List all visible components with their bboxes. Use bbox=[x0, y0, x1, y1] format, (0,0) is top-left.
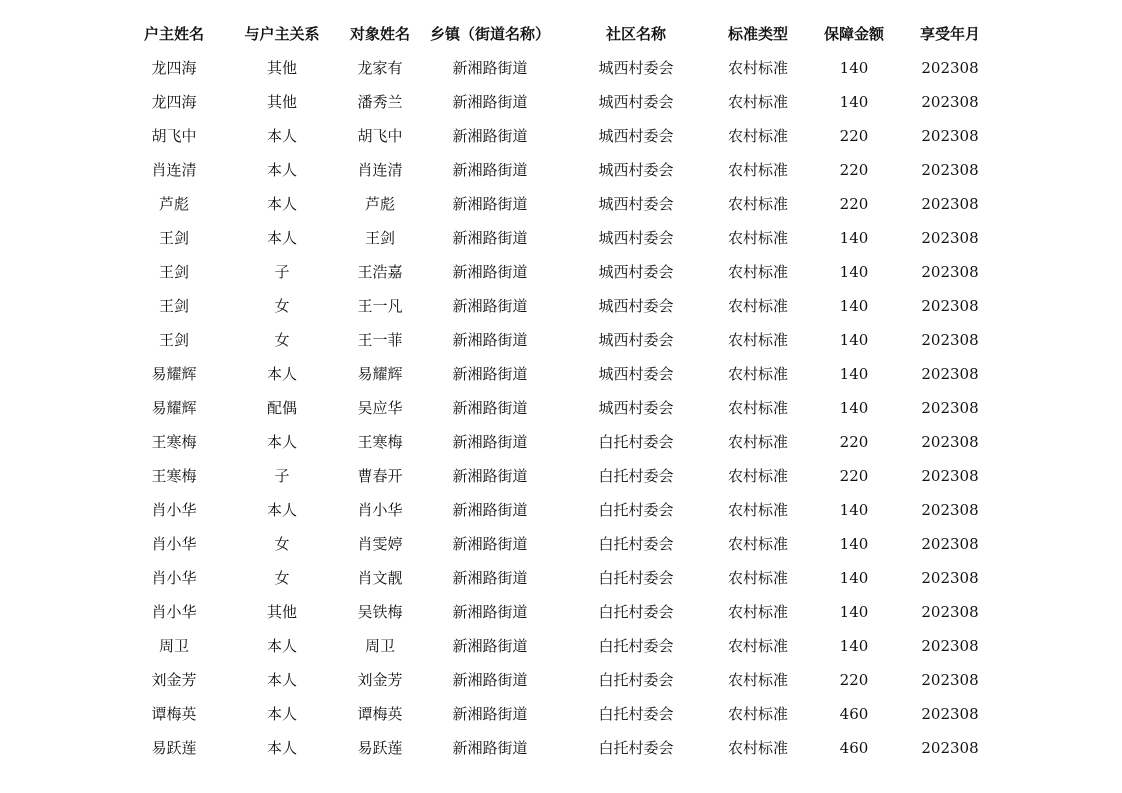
cell-standard-type: 农村标准 bbox=[727, 229, 788, 247]
cell-month: 202308 bbox=[921, 59, 979, 77]
cell-recipient-name: 王一菲 bbox=[357, 331, 403, 349]
cell-household-head: 肖小华 bbox=[151, 501, 197, 519]
cell-standard-type: 农村标准 bbox=[727, 535, 788, 553]
cell-recipient-name: 肖小华 bbox=[357, 501, 403, 519]
cell-township: 新湘路街道 bbox=[452, 569, 528, 587]
table-row bbox=[0, 629, 1122, 663]
cell-township: 新湘路街道 bbox=[452, 705, 528, 723]
cell-township: 新湘路街道 bbox=[452, 297, 528, 315]
cell-amount: 220 bbox=[839, 127, 869, 145]
cell-amount: 140 bbox=[839, 399, 869, 417]
table-row bbox=[0, 663, 1122, 697]
table-row bbox=[0, 391, 1122, 425]
cell-relationship: 女 bbox=[274, 535, 290, 553]
cell-amount: 140 bbox=[839, 229, 869, 247]
cell-amount: 220 bbox=[839, 195, 869, 213]
cell-township: 新湘路街道 bbox=[452, 195, 528, 213]
table-header bbox=[0, 17, 1122, 51]
header-amount: 保障金额 bbox=[823, 25, 884, 43]
cell-household-head: 王剑 bbox=[158, 297, 189, 315]
cell-standard-type: 农村标准 bbox=[727, 263, 788, 281]
cell-month: 202308 bbox=[921, 365, 979, 383]
cell-recipient-name: 刘金芳 bbox=[357, 671, 403, 689]
cell-township: 新湘路街道 bbox=[452, 433, 528, 451]
table-row bbox=[0, 289, 1122, 323]
cell-recipient-name: 周卫 bbox=[364, 637, 395, 655]
cell-standard-type: 农村标准 bbox=[727, 739, 788, 757]
cell-recipient-name: 王寒梅 bbox=[357, 433, 403, 451]
cell-month: 202308 bbox=[921, 297, 979, 315]
cell-month: 202308 bbox=[921, 739, 979, 757]
cell-amount: 140 bbox=[839, 93, 869, 111]
cell-amount: 140 bbox=[839, 59, 869, 77]
cell-standard-type: 农村标准 bbox=[727, 331, 788, 349]
cell-amount: 460 bbox=[839, 739, 869, 757]
cell-household-head: 王寒梅 bbox=[151, 433, 197, 451]
cell-relationship: 本人 bbox=[266, 671, 297, 689]
cell-community: 白托村委会 bbox=[598, 467, 674, 485]
cell-recipient-name: 曹春开 bbox=[357, 467, 403, 485]
cell-relationship: 本人 bbox=[266, 161, 297, 179]
cell-standard-type: 农村标准 bbox=[727, 705, 788, 723]
cell-township: 新湘路街道 bbox=[452, 637, 528, 655]
cell-household-head: 周卫 bbox=[158, 637, 189, 655]
cell-community: 白托村委会 bbox=[598, 535, 674, 553]
cell-standard-type: 农村标准 bbox=[727, 467, 788, 485]
cell-community: 白托村委会 bbox=[598, 603, 674, 621]
table-row bbox=[0, 493, 1122, 527]
table-row bbox=[0, 221, 1122, 255]
cell-township: 新湘路街道 bbox=[452, 127, 528, 145]
cell-month: 202308 bbox=[921, 637, 979, 655]
cell-relationship: 配偶 bbox=[266, 399, 297, 417]
cell-month: 202308 bbox=[921, 569, 979, 587]
cell-household-head: 肖小华 bbox=[151, 535, 197, 553]
cell-relationship: 本人 bbox=[266, 501, 297, 519]
cell-relationship: 女 bbox=[274, 297, 290, 315]
cell-community: 白托村委会 bbox=[598, 569, 674, 587]
table-row bbox=[0, 323, 1122, 357]
table-row bbox=[0, 153, 1122, 187]
cell-household-head: 芦彪 bbox=[158, 195, 189, 213]
cell-household-head: 王剑 bbox=[158, 331, 189, 349]
cell-household-head: 肖连清 bbox=[151, 161, 197, 179]
cell-amount: 140 bbox=[839, 297, 869, 315]
cell-household-head: 刘金芳 bbox=[151, 671, 197, 689]
cell-standard-type: 农村标准 bbox=[727, 297, 788, 315]
header-relationship: 与户主关系 bbox=[244, 25, 320, 43]
cell-community: 白托村委会 bbox=[598, 739, 674, 757]
cell-amount: 460 bbox=[839, 705, 869, 723]
table-row bbox=[0, 697, 1122, 731]
cell-standard-type: 农村标准 bbox=[727, 501, 788, 519]
cell-month: 202308 bbox=[921, 433, 979, 451]
cell-recipient-name: 肖连清 bbox=[357, 161, 403, 179]
cell-relationship: 其他 bbox=[266, 93, 297, 111]
cell-community: 城西村委会 bbox=[598, 399, 674, 417]
cell-month: 202308 bbox=[921, 161, 979, 179]
cell-community: 城西村委会 bbox=[598, 263, 674, 281]
cell-community: 城西村委会 bbox=[598, 229, 674, 247]
cell-household-head: 肖小华 bbox=[151, 569, 197, 587]
table-row bbox=[0, 255, 1122, 289]
cell-recipient-name: 龙家有 bbox=[357, 59, 403, 77]
cell-recipient-name: 易耀辉 bbox=[357, 365, 403, 383]
cell-standard-type: 农村标准 bbox=[727, 195, 788, 213]
cell-month: 202308 bbox=[921, 501, 979, 519]
cell-standard-type: 农村标准 bbox=[727, 127, 788, 145]
cell-amount: 220 bbox=[839, 467, 869, 485]
cell-month: 202308 bbox=[921, 263, 979, 281]
cell-household-head: 易耀辉 bbox=[151, 365, 197, 383]
table-row bbox=[0, 357, 1122, 391]
cell-standard-type: 农村标准 bbox=[727, 637, 788, 655]
cell-month: 202308 bbox=[921, 603, 979, 621]
cell-relationship: 本人 bbox=[266, 127, 297, 145]
table-body bbox=[0, 51, 1122, 765]
header-recipient-name: 对象姓名 bbox=[349, 25, 410, 43]
cell-township: 新湘路街道 bbox=[452, 365, 528, 383]
table-row bbox=[0, 187, 1122, 221]
cell-month: 202308 bbox=[921, 535, 979, 553]
cell-household-head: 王剑 bbox=[158, 263, 189, 281]
cell-amount: 140 bbox=[839, 603, 869, 621]
cell-household-head: 王剑 bbox=[158, 229, 189, 247]
cell-household-head: 易跃莲 bbox=[151, 739, 197, 757]
cell-month: 202308 bbox=[921, 93, 979, 111]
table-row bbox=[0, 459, 1122, 493]
cell-amount: 220 bbox=[839, 671, 869, 689]
cell-household-head: 王寒梅 bbox=[151, 467, 197, 485]
cell-township: 新湘路街道 bbox=[452, 161, 528, 179]
cell-recipient-name: 王剑 bbox=[364, 229, 395, 247]
table-row bbox=[0, 561, 1122, 595]
table-row bbox=[0, 425, 1122, 459]
cell-relationship: 其他 bbox=[266, 603, 297, 621]
cell-standard-type: 农村标准 bbox=[727, 161, 788, 179]
cell-township: 新湘路街道 bbox=[452, 603, 528, 621]
cell-household-head: 龙四海 bbox=[151, 59, 197, 77]
cell-recipient-name: 吴应华 bbox=[357, 399, 403, 417]
cell-township: 新湘路街道 bbox=[452, 263, 528, 281]
cell-community: 城西村委会 bbox=[598, 331, 674, 349]
cell-household-head: 胡飞中 bbox=[151, 127, 197, 145]
cell-recipient-name: 胡飞中 bbox=[357, 127, 403, 145]
cell-amount: 140 bbox=[839, 331, 869, 349]
cell-standard-type: 农村标准 bbox=[727, 399, 788, 417]
cell-month: 202308 bbox=[921, 195, 979, 213]
cell-month: 202308 bbox=[921, 331, 979, 349]
table-row bbox=[0, 85, 1122, 119]
cell-township: 新湘路街道 bbox=[452, 467, 528, 485]
cell-standard-type: 农村标准 bbox=[727, 93, 788, 111]
cell-township: 新湘路街道 bbox=[452, 535, 528, 553]
table-row bbox=[0, 595, 1122, 629]
cell-amount: 140 bbox=[839, 637, 869, 655]
cell-recipient-name: 易跃莲 bbox=[357, 739, 403, 757]
cell-relationship: 本人 bbox=[266, 433, 297, 451]
header-household-head: 户主姓名 bbox=[143, 25, 204, 43]
header-township: 乡镇（街道名称） bbox=[429, 25, 550, 43]
cell-recipient-name: 肖雯婷 bbox=[357, 535, 403, 553]
cell-community: 城西村委会 bbox=[598, 127, 674, 145]
cell-relationship: 其他 bbox=[266, 59, 297, 77]
cell-community: 城西村委会 bbox=[598, 59, 674, 77]
cell-month: 202308 bbox=[921, 671, 979, 689]
cell-relationship: 本人 bbox=[266, 739, 297, 757]
header-month: 享受年月 bbox=[919, 25, 980, 43]
cell-household-head: 谭梅英 bbox=[151, 705, 197, 723]
cell-relationship: 子 bbox=[274, 467, 290, 485]
cell-community: 城西村委会 bbox=[598, 365, 674, 383]
cell-relationship: 本人 bbox=[266, 365, 297, 383]
cell-relationship: 女 bbox=[274, 331, 290, 349]
cell-community: 白托村委会 bbox=[598, 705, 674, 723]
header-standard-type: 标准类型 bbox=[727, 25, 788, 43]
cell-month: 202308 bbox=[921, 399, 979, 417]
cell-amount: 220 bbox=[839, 161, 869, 179]
cell-amount: 140 bbox=[839, 569, 869, 587]
cell-township: 新湘路街道 bbox=[452, 331, 528, 349]
cell-household-head: 肖小华 bbox=[151, 603, 197, 621]
cell-relationship: 本人 bbox=[266, 705, 297, 723]
cell-township: 新湘路街道 bbox=[452, 93, 528, 111]
cell-amount: 140 bbox=[839, 501, 869, 519]
cell-amount: 140 bbox=[839, 535, 869, 553]
table-row bbox=[0, 731, 1122, 765]
cell-relationship: 子 bbox=[274, 263, 290, 281]
cell-household-head: 易耀辉 bbox=[151, 399, 197, 417]
cell-month: 202308 bbox=[921, 705, 979, 723]
table-row bbox=[0, 527, 1122, 561]
cell-month: 202308 bbox=[921, 229, 979, 247]
cell-community: 城西村委会 bbox=[598, 297, 674, 315]
cell-township: 新湘路街道 bbox=[452, 671, 528, 689]
table-row bbox=[0, 51, 1122, 85]
cell-relationship: 本人 bbox=[266, 229, 297, 247]
cell-township: 新湘路街道 bbox=[452, 399, 528, 417]
cell-community: 白托村委会 bbox=[598, 433, 674, 451]
cell-recipient-name: 肖文靓 bbox=[357, 569, 403, 587]
cell-township: 新湘路街道 bbox=[452, 739, 528, 757]
cell-recipient-name: 王浩嘉 bbox=[357, 263, 403, 281]
cell-standard-type: 农村标准 bbox=[727, 569, 788, 587]
cell-standard-type: 农村标准 bbox=[727, 59, 788, 77]
cell-relationship: 女 bbox=[274, 569, 290, 587]
cell-township: 新湘路街道 bbox=[452, 501, 528, 519]
table-row bbox=[0, 119, 1122, 153]
header-community: 社区名称 bbox=[605, 25, 666, 43]
cell-amount: 220 bbox=[839, 433, 869, 451]
cell-community: 白托村委会 bbox=[598, 637, 674, 655]
cell-standard-type: 农村标准 bbox=[727, 365, 788, 383]
cell-recipient-name: 吴铁梅 bbox=[357, 603, 403, 621]
cell-household-head: 龙四海 bbox=[151, 93, 197, 111]
cell-amount: 140 bbox=[839, 263, 869, 281]
cell-standard-type: 农村标准 bbox=[727, 603, 788, 621]
cell-recipient-name: 潘秀兰 bbox=[357, 93, 403, 111]
cell-month: 202308 bbox=[921, 127, 979, 145]
cell-community: 白托村委会 bbox=[598, 671, 674, 689]
cell-relationship: 本人 bbox=[266, 637, 297, 655]
cell-standard-type: 农村标准 bbox=[727, 671, 788, 689]
cell-standard-type: 农村标准 bbox=[727, 433, 788, 451]
cell-community: 城西村委会 bbox=[598, 161, 674, 179]
cell-relationship: 本人 bbox=[266, 195, 297, 213]
cell-township: 新湘路街道 bbox=[452, 59, 528, 77]
cell-recipient-name: 王一凡 bbox=[357, 297, 403, 315]
cell-amount: 140 bbox=[839, 365, 869, 383]
cell-community: 城西村委会 bbox=[598, 195, 674, 213]
cell-community: 城西村委会 bbox=[598, 93, 674, 111]
cell-township: 新湘路街道 bbox=[452, 229, 528, 247]
cell-month: 202308 bbox=[921, 467, 979, 485]
cell-community: 白托村委会 bbox=[598, 501, 674, 519]
cell-recipient-name: 谭梅英 bbox=[357, 705, 403, 723]
benefit-table bbox=[0, 17, 1122, 765]
cell-recipient-name: 芦彪 bbox=[364, 195, 395, 213]
